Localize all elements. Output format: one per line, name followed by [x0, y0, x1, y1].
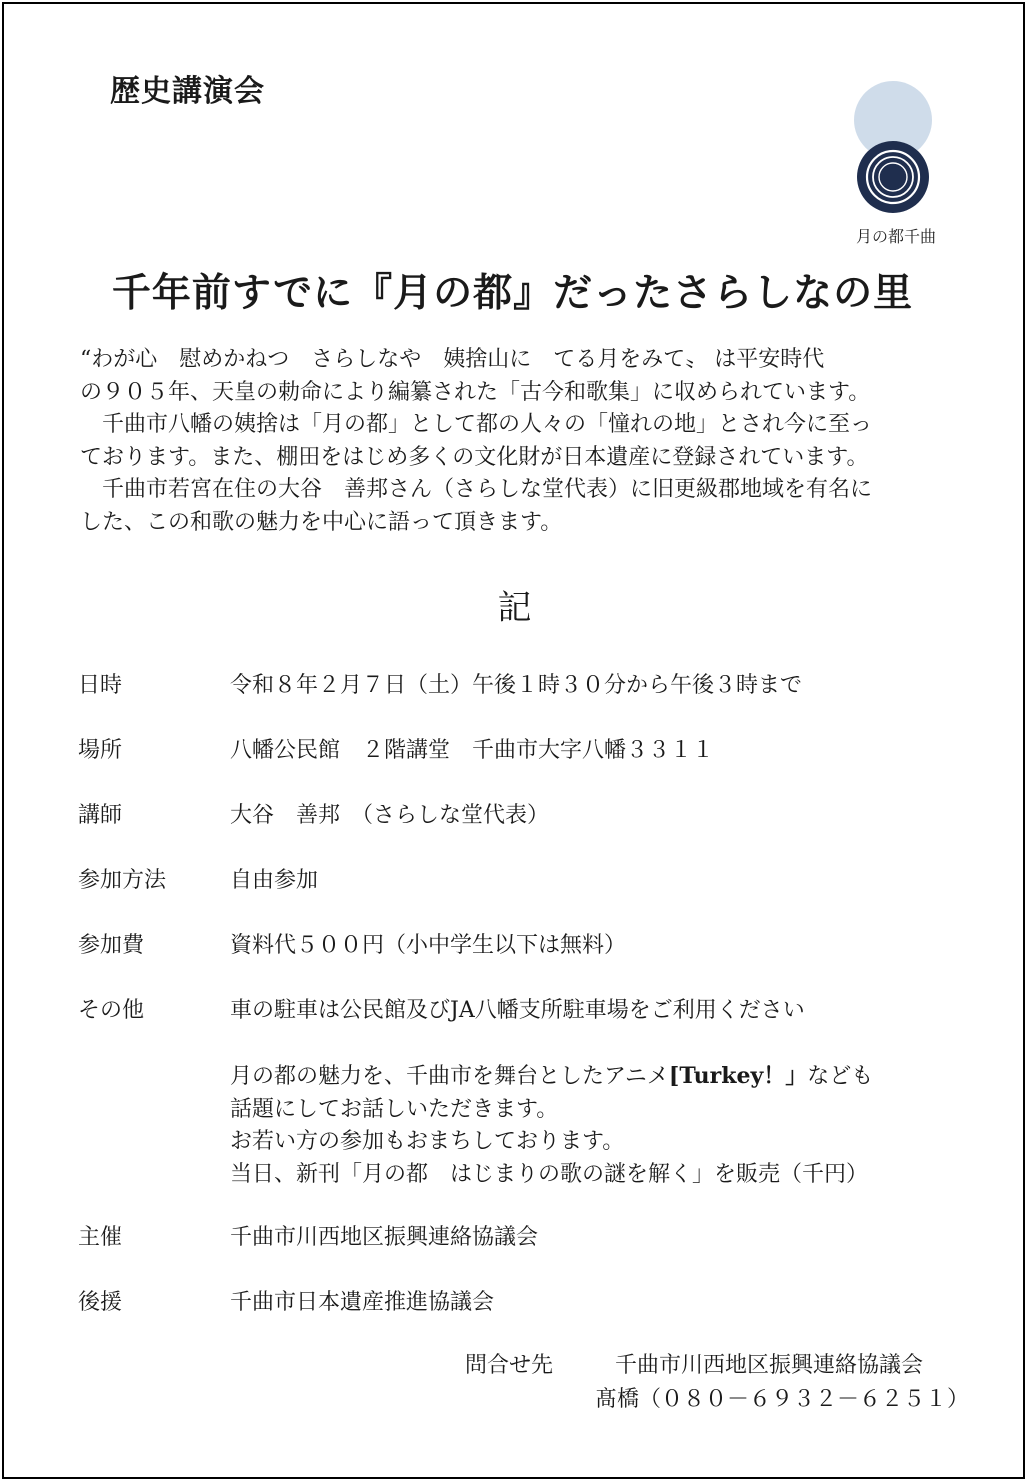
detail-label: その他	[78, 998, 145, 1023]
main-title: 千年前すでに『月の都』だったさらしなの里	[111, 270, 914, 316]
detail-label: 主催	[78, 1225, 123, 1250]
contact-org: 千曲市川西地区振興連絡協議会	[615, 1353, 924, 1378]
ki-heading: 記	[497, 588, 532, 628]
detail-label: 参加方法	[78, 868, 167, 893]
contact-label: 問合せ先	[465, 1353, 554, 1378]
intro-paragraph	[80, 344, 970, 539]
detail-value: 車の駐車は公民館及びJA八幡支所駐車場をご利用ください	[230, 998, 805, 1023]
detail-label: 場所	[78, 738, 123, 763]
detail-value: 資料代５００円（小中学生以下は無料）	[230, 933, 627, 958]
intro-line: した、この和歌の魅力を中心に語って頂きます。	[80, 509, 563, 535]
detail-value: 千曲市川西地区振興連絡協議会	[230, 1225, 539, 1250]
event-type-heading: 歴史講演会	[110, 74, 265, 109]
moon-logo	[840, 78, 952, 253]
other-notes	[230, 1060, 970, 1191]
notes-text: なども	[807, 1064, 874, 1089]
detail-value: 八幡公民館 ２階講堂 千曲市大字八幡３３１１	[230, 738, 715, 763]
contact-person: 髙橋（０８０－６９３２－６２５１）	[595, 1387, 970, 1412]
intro-line: “わが心 慰めかねつ さらしなや 姨捨山に てる月をみて〟 は平安時代	[80, 347, 825, 372]
notes-line	[230, 1060, 970, 1094]
intro-line: 千曲市若宮在住の大谷 善邦さん（さらしな堂代表）に旧更級郡地域を有名に	[80, 477, 873, 502]
detail-label: 講師	[78, 803, 123, 828]
intro-line: 千曲市八幡の姨捨は「月の都」として都の人々の「憧れの地」とされ今に至っ	[80, 412, 873, 437]
intro-line: の９０５年、天皇の勅命により編纂された「古今和歌集」に収められています。	[80, 379, 871, 405]
detail-value: 千曲市日本遺産推進協議会	[230, 1290, 495, 1315]
logo-text: 月の都千曲	[855, 227, 936, 246]
detail-label: 日時	[78, 673, 123, 698]
intro-line: ております。また、棚田をはじめ多くの文化財が日本遺産に登録されています。	[80, 444, 869, 470]
detail-label: 後援	[78, 1290, 123, 1315]
detail-value: 大谷 善邦 （さらしな堂代表）	[230, 803, 550, 828]
notes-line: お若い方の参加もおまちしております。	[230, 1129, 625, 1154]
detail-value: 自由参加	[230, 868, 319, 893]
moon-icon	[840, 78, 952, 218]
detail-label: 参加費	[78, 933, 145, 958]
detail-value: 令和８年２月７日（土）午後１時３０分から午後３時まで	[230, 673, 803, 698]
notes-text: 月の都の魅力を、千曲市を舞台としたアニメ	[230, 1064, 669, 1089]
notes-line: 話題にしてお話しいただきます。	[230, 1096, 559, 1122]
anime-title: [Turkey！」	[668, 1063, 808, 1089]
notes-line: 当日、新刊「月の都 はじまりの歌の謎を解く」を販売（千円）	[230, 1161, 869, 1187]
